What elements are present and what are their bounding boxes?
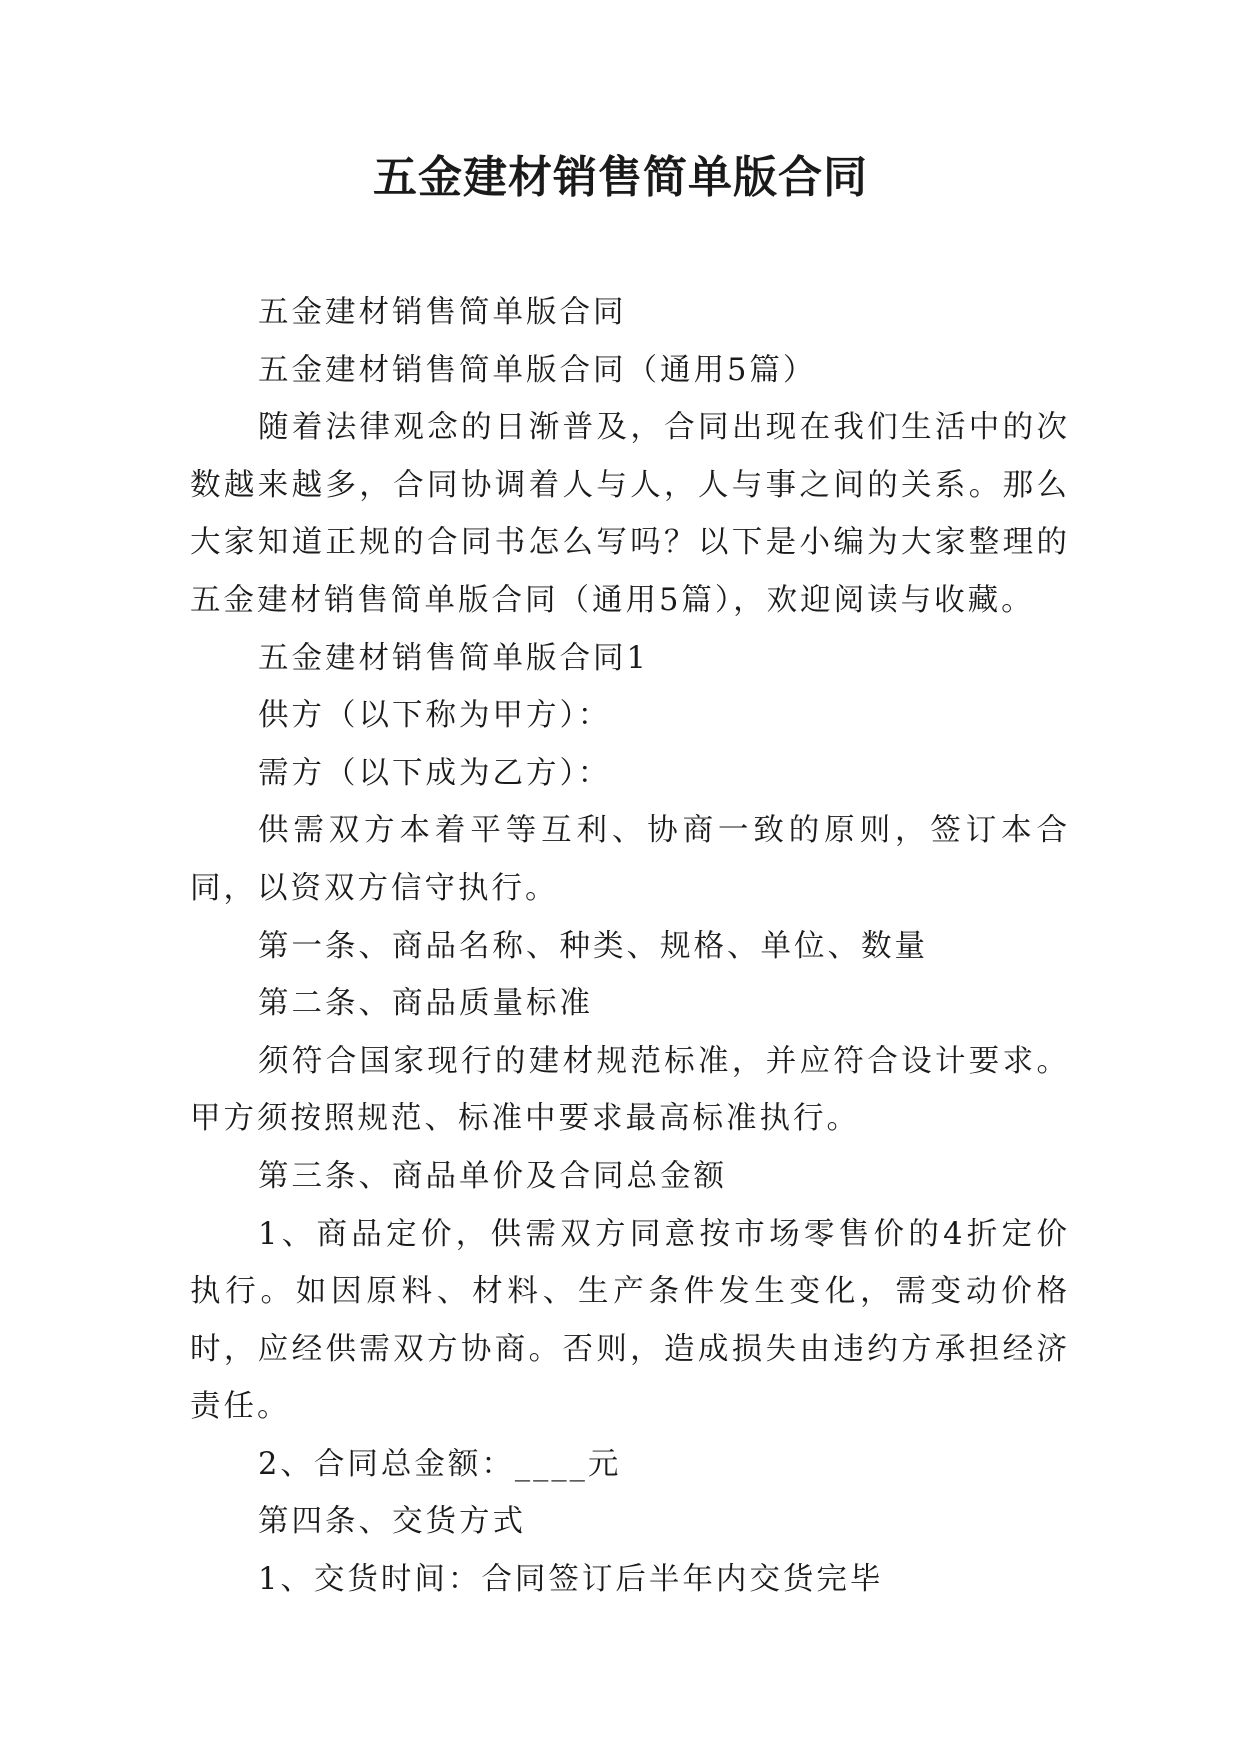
article-2-heading: 第二条、商品质量标准 [258, 986, 593, 1022]
article-3-item-2: 2、合同总金额：____元 [258, 1446, 622, 1482]
paragraph-principle: 供需双方本着平等互利、协商一致的原则，签订本合同，以资双方信守执行。 [190, 813, 1070, 906]
article-3-item-1: 1、商品定价，供需双方同意按市场零售价的4折定价执行。如因原料、材料、生产条件发生变化，需变动价格时，应经供需双方协商。否则，造成损失由违约方承担经济责任。 [190, 1216, 1070, 1425]
document-body [190, 284, 1070, 1609]
paragraph-supplier: 供方（以下称为甲方）： [258, 698, 612, 734]
article-1-heading: 第一条、商品名称、种类、规格、单位、数量 [258, 928, 928, 964]
article-4-item-1: 1、交货时间：合同签订后半年内交货完毕 [258, 1562, 884, 1598]
article-4-heading: 第四条、交货方式 [258, 1504, 526, 1540]
paragraph-collection-title: 五金建材销售简单版合同（通用5篇） [258, 352, 817, 388]
document-title: 五金建材销售简单版合同 [373, 152, 868, 203]
paragraph-subtitle: 五金建材销售简单版合同 [258, 295, 627, 330]
paragraph-intro: 随着法律观念的日渐普及，合同出现在我们生活中的次数越来越多，合同协调着人与人，人与事之间的关系。那么大家知道正规的合同书怎么写吗？以下是小编为大家整理的五金建材销售简单版合同（通用5篇），欢迎阅读与收藏。 [190, 410, 1070, 618]
paragraph-buyer: 需方（以下成为乙方）： [258, 755, 612, 791]
article-2-content: 须符合国家现行的建材规范标准，并应符合设计要求。甲方须按照规范、标准中要求最高标准执行。 [190, 1043, 1070, 1137]
article-3-heading: 第三条、商品单价及合同总金额 [258, 1158, 727, 1194]
paragraph-contract-heading: 五金建材销售简单版合同1 [258, 640, 649, 676]
